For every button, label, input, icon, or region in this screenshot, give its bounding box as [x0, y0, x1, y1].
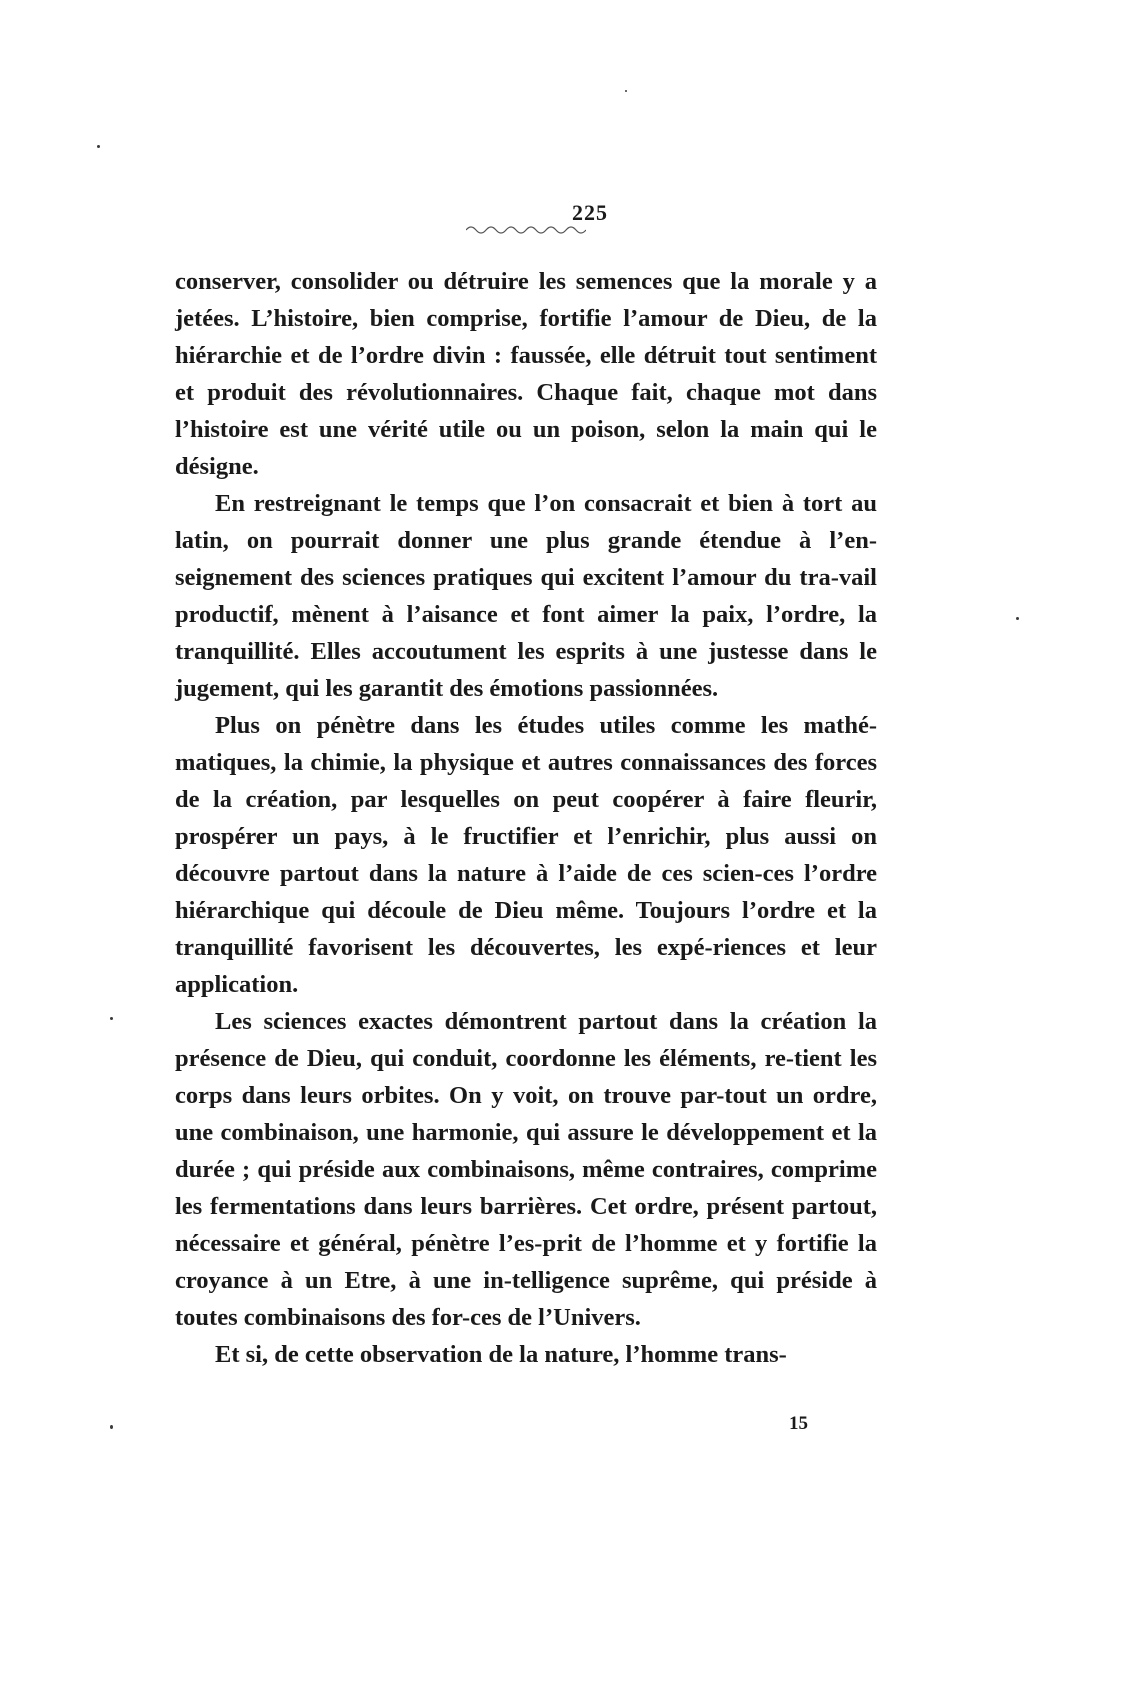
speck-mark [625, 90, 627, 92]
speck-mark [110, 1017, 113, 1020]
paragraph-3: Plus on pénètre dans les études utiles comme les mathé-matiques, la chimie, la physique et autres connaissances des forces de la création, par lesquelles on peut coopérer à faire fleurir, prospérer un pays, à le fructifier et l’enrichir, plus aussi on découvre partout dans la nature à l’aide de ces scien-ces l’ordre hiérarchique qui découle de Dieu même. Toujours l’ordre et la tranquillité favorisent les découvertes, les expé-riences et leur application. [175, 712, 877, 998]
speck-mark [1016, 617, 1019, 620]
paragraph-4: Les sciences exactes démontrent partout dans la création la présence de Dieu, qui conduit, coordonne les éléments, re-tient les corps dans leurs orbites. On y voit, on trouve par-tout un ordre, une combinaison, une harmonie, qui assure le développement et la durée ; qui préside aux combinaisons, même contraires, comprime les fermentations dans leurs barrières. Cet ordre, présent partout, nécessaire et général, pénètre l’es-prit de l’homme et y fortifie la croyance à un Etre, à une in-telligence suprême, qui préside à toutes combinaisons des for-ces de l’Univers. [175, 1008, 877, 1331]
page-number: 225 [572, 200, 608, 225]
paragraph-2: En restreignant le temps que l’on consacrait et bien à tort au latin, on pourrait donner une plus grande étendue à l’en-seignement des sciences pratiques qui excitent l’amour du tra-vail productif, mènent à l’aisance et font aimer la paix, l’ordre, la tranquillité. Elles accoutument les esprits à une justesse dans le jugement, qui les garantit des émotions passionnées. [175, 490, 877, 702]
speck-mark [110, 1425, 113, 1429]
body-text [175, 263, 877, 1373]
paragraph-5: Et si, de cette observation de la nature, l’homme trans- [215, 1341, 787, 1368]
signature-mark: 15 [789, 1413, 808, 1434]
speck-mark [97, 145, 100, 148]
paragraph-1: conserver, consolider ou détruire les semences que la morale y a jetées. L’histoire, bien comprise, fortifie l’amour de Dieu, de la hiérarchie et de l’ordre divin : faussée, elle détruit tout sentiment et produit des révolutionnaires. Chaque fait, chaque mot dans l’histoire est une vérité utile ou un poison, selon la main qui le désigne. [175, 268, 877, 480]
wavy-ornament-icon [466, 222, 586, 234]
